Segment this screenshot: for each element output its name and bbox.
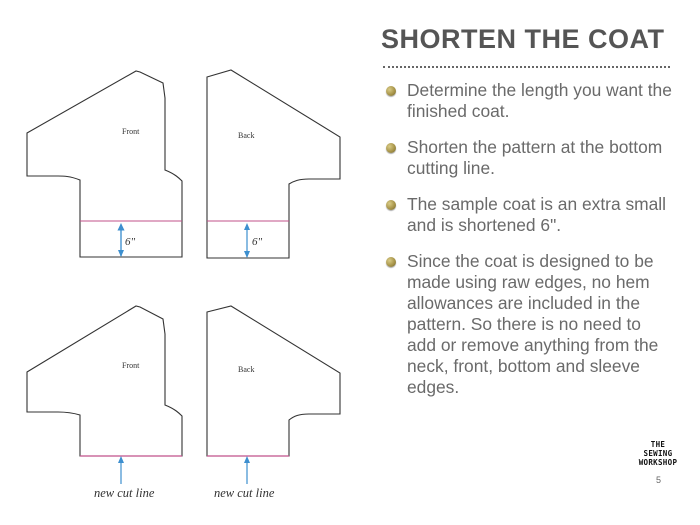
bottom-back-pattern — [207, 306, 340, 500]
bullet-dot-icon — [386, 86, 396, 96]
top-back-label: Back — [238, 131, 255, 140]
top-front-pattern — [27, 71, 182, 257]
bottom-front-outline — [27, 306, 182, 456]
bullet-item — [384, 80, 674, 122]
logo-line: THE — [650, 440, 666, 449]
bullet-text: Shorten the pattern at the bottom cutting line. — [407, 137, 663, 178]
slide-title: SHORTEN THE COAT — [381, 24, 665, 54]
sewing-workshop-logo — [634, 440, 682, 467]
bullet-dot-icon — [386, 257, 396, 267]
top-front-measure: 6" — [125, 236, 136, 248]
bottom-front-label: Front — [122, 361, 140, 370]
logo-line: SEWING — [643, 449, 673, 458]
bullet-dot-icon — [386, 200, 396, 210]
bullet-text: Determine the length you want the finished coat. — [407, 80, 672, 121]
top-back-measure: 6" — [252, 236, 263, 248]
bullet-text: The sample coat is an extra small and is shortened 6". — [407, 194, 667, 235]
bullet-text: Since the coat is designed to be made using raw edges, no hem allowances are included in the pattern. So there is no need to add or remove anything from the neck, front, bottom and sleeve edges. — [407, 251, 659, 397]
bottom-back-outline — [207, 306, 340, 456]
bullet-dot-icon — [386, 143, 396, 153]
bullet-item — [384, 137, 674, 179]
bottom-back-label: Back — [238, 365, 255, 374]
bullet-list — [384, 80, 674, 413]
top-back-outline — [207, 70, 340, 258]
bottom-front-pattern — [27, 306, 182, 500]
bottom-back-cut-label: new cut line — [214, 486, 275, 500]
top-back-pattern — [207, 70, 340, 258]
top-front-outline — [27, 71, 182, 257]
bottom-front-cut-label: new cut line — [94, 486, 155, 500]
title-divider — [383, 66, 670, 68]
page-number: 5 — [656, 475, 662, 485]
bullet-item — [384, 194, 674, 236]
bullet-item — [384, 251, 674, 398]
logo-line: WORKSHOP — [638, 458, 678, 467]
top-front-label: Front — [122, 127, 140, 136]
